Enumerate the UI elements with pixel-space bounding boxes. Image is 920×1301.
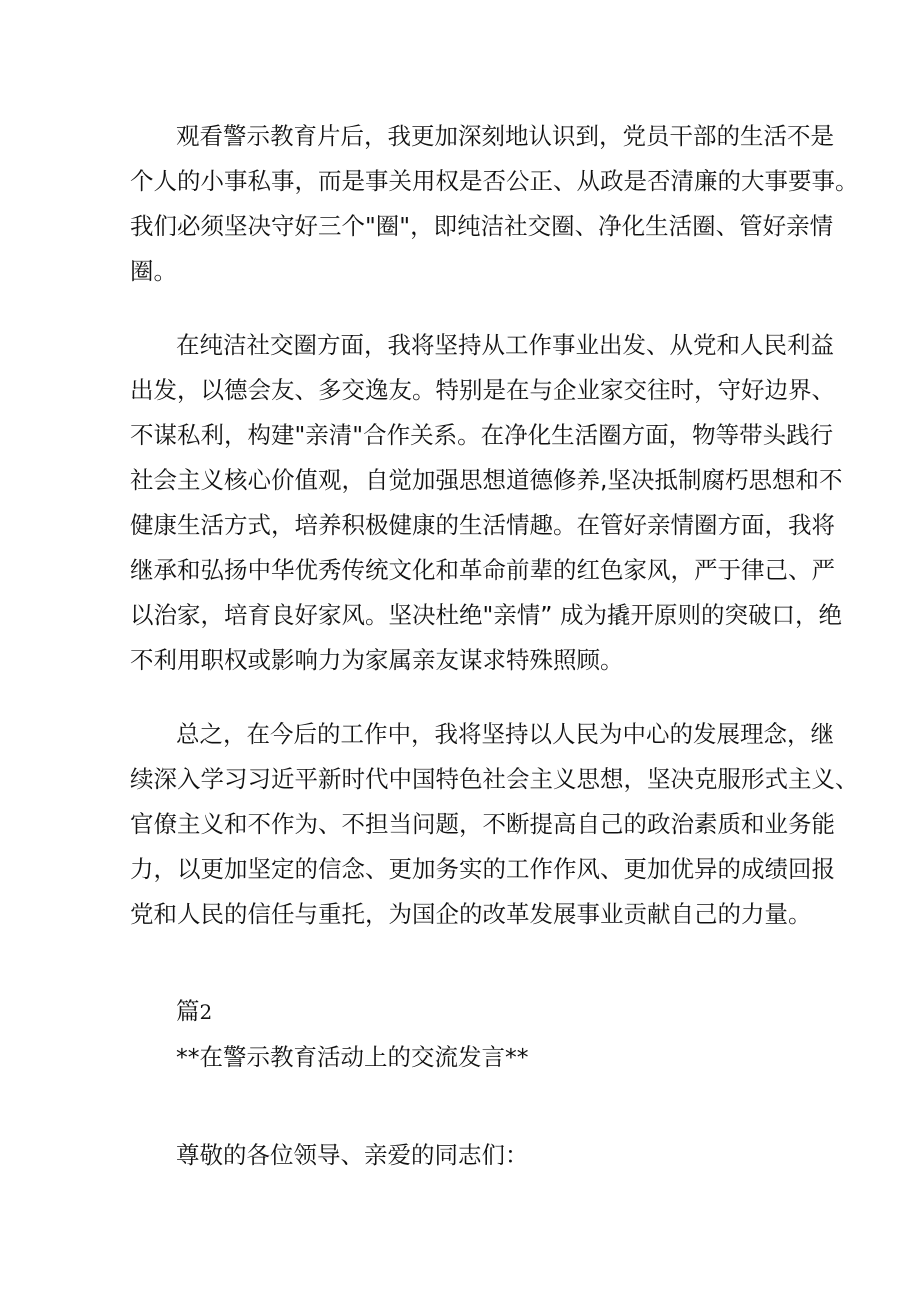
paragraph-line: 出发，以德会友、多交逸友。特别是在与企业家交往时，守好边界、 [130,376,835,404]
paragraph-line: 官僚主义和不作为、不担当问题，不断提高自己的政治素质和业务能 [130,810,835,838]
section-number: 2 [199,1000,213,1024]
section-heading [176,996,212,1027]
paragraph-line: 个人的小事私事，而是事关用权是否公正、从政是否清廉的大事要事。 [130,167,859,195]
paragraph-line: 不利用职权或影响力为家属亲友谋求特殊照顾。 [130,646,624,674]
section-label: 篇 [176,997,200,1025]
paragraph-line: 在纯洁社交圈方面，我将坚持从工作事业出发、从党和人民利益 [176,331,834,359]
salutation: 尊敬的各位领导、亲爱的同志们： [176,1141,529,1169]
paragraph-line: 以治家，培育良好家风。坚决杜绝"亲情” 成为撬开原则的突破口，绝 [130,601,842,629]
paragraph-line: 健康生活方式，培养积极健康的生活情趣。在管好亲情圈方面，我将 [130,511,835,539]
paragraph-line: 圈。 [130,257,177,285]
paragraph-conclusion [130,712,859,937]
paragraph-three-circles [130,323,843,683]
paragraph-line: 总之，在今后的工作中，我将坚持以人民为中心的发展理念，继 [176,720,834,748]
paragraph-line: 党和人民的信任与重托，为国企的改革发展事业贡献自己的力量。 [130,900,812,928]
paragraph-line: 续深入学习习近平新时代中国特色社会主义思想，坚决克服形式主义、 [130,765,859,793]
paragraph-warning-education [130,114,859,294]
paragraph-line: 不谋私利，构建"亲清"合作关系。在净化生活圈方面，物等带头践行 [130,421,834,449]
speech-title: **在警示教育活动上的交流发言** [176,1043,529,1071]
paragraph-line: 力，以更加坚定的信念、更加务实的工作作风、更加优异的成绩回报 [130,855,835,883]
paragraph-line: 我们必须坚决守好三个"圈"，即纯洁社交圈、净化生活圈、管好亲情 [130,212,834,240]
paragraph-line: 继承和弘扬中华优秀传统文化和革命前辈的红色家风，严于律己、严 [130,556,835,584]
paragraph-line: 社会主义核心价值观，自觉加强思想道德修养,坚决抵制腐朽思想和不 [130,466,843,494]
paragraph-line: 观看警示教育片后，我更加深刻地认识到，党员干部的生活不是 [176,122,834,150]
